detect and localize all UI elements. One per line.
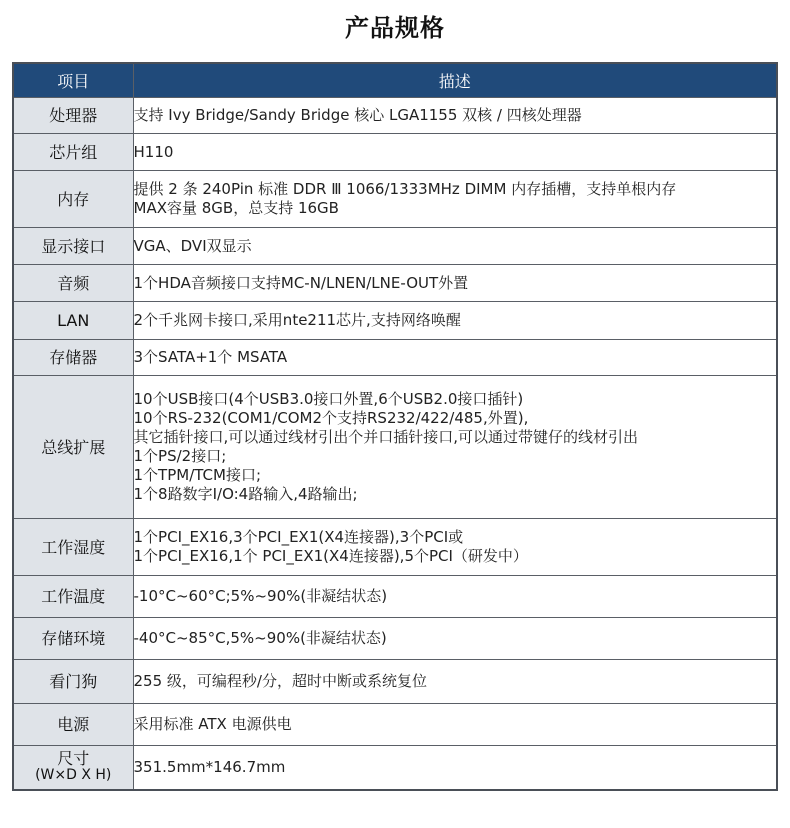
table-row: [13, 134, 777, 171]
desc-line: 2个千兆网卡接口,采用nte211芯片,支持网络唤醒: [133, 311, 461, 329]
row-item: 存储环境: [13, 618, 133, 660]
table-row: [13, 265, 777, 302]
desc-line: -10°C~60°C;5%~90%(非凝结状态): [133, 587, 388, 605]
desc-line: -40°C~85°C,5%~90%(非凝结状态): [133, 629, 387, 647]
table-row: [13, 228, 777, 265]
row-item: [13, 746, 133, 790]
desc-line: VGA、DVI双显示: [133, 236, 252, 255]
table-row: [13, 519, 777, 576]
row-item: 工作湿度: [13, 519, 133, 576]
page-title: 产品规格: [345, 14, 445, 42]
desc-line: H110: [133, 142, 174, 161]
row-desc: [133, 340, 777, 376]
table-row: [13, 618, 777, 660]
row-desc: [133, 265, 777, 302]
table-header-row: [13, 63, 777, 98]
row-desc: [133, 228, 777, 265]
row-item-sublabel: (W×D X H): [35, 767, 112, 784]
row-desc: [133, 704, 777, 746]
header-desc: 描述: [133, 63, 777, 98]
desc-line: 1个PCI_EX16,1个 PCI_EX1(X4连接器),5个PCI（研发中）: [133, 547, 528, 565]
desc-line: MAX容量 8GB，总支持 16GB: [133, 199, 339, 217]
desc-line: 1个PCI_EX16,3个PCI_EX1(X4连接器),3个PCI或: [133, 528, 464, 546]
header-item: 项目: [13, 63, 133, 98]
row-item: 看门狗: [13, 660, 133, 704]
row-desc: [133, 302, 777, 340]
table-row: [13, 660, 777, 704]
table-row: [13, 98, 777, 134]
row-desc: [133, 98, 777, 134]
row-item: LAN: [13, 302, 133, 340]
desc-line: 1个8路数字I/O:4路输入,4路输出;: [133, 485, 358, 503]
row-desc: [133, 576, 777, 618]
table-row: [13, 171, 777, 228]
table-row: [13, 376, 777, 519]
row-desc: [133, 171, 777, 228]
desc-line: 1个PS/2接口;: [133, 447, 227, 465]
desc-line: 其它插针接口,可以通过线材引出个并口插针接口,可以通过带键仔的线材引出: [133, 428, 639, 446]
row-item: 存储器: [13, 340, 133, 376]
desc-line: 255 级，可编程秒/分，超时中断或系统复位: [133, 672, 427, 690]
desc-line: 10个USB接口(4个USB3.0接口外置,6个USB2.0接口插针): [133, 390, 524, 408]
row-item: 总线扩展: [13, 376, 133, 519]
desc-line: 1个HDA音频接口支持MC-N/LNEN/LNE-OUT外置: [133, 273, 469, 292]
row-desc: [133, 519, 777, 576]
row-desc: [133, 376, 777, 519]
row-item: 芯片组: [13, 134, 133, 171]
row-desc: [133, 746, 777, 790]
desc-line: 10个RS-232(COM1/COM2个支持RS232/422/485,外置),: [133, 409, 529, 427]
table-row: [13, 302, 777, 340]
row-item: 电源: [13, 704, 133, 746]
spec-table: [12, 62, 778, 791]
desc-line: 1个TPM/TCM接口;: [133, 466, 262, 484]
row-item: 处理器: [13, 98, 133, 134]
table-row: [13, 340, 777, 376]
row-item: 工作温度: [13, 576, 133, 618]
row-desc: [133, 660, 777, 704]
row-item-label: 尺寸: [57, 749, 90, 769]
table-row: [13, 746, 777, 790]
desc-line: 351.5mm*146.7mm: [133, 757, 286, 776]
table-row: [13, 576, 777, 618]
desc-line: 支持 Ivy Bridge/Sandy Bridge 核心 LGA1155 双核 / 四核处理器: [133, 106, 582, 124]
row-desc: [133, 618, 777, 660]
row-item: 显示接口: [13, 228, 133, 265]
table-row: [13, 704, 777, 746]
desc-line: 提供 2 条 240Pin 标准 DDR Ⅲ 1066/1333MHz DIMM 内存插槽，支持单根内存: [133, 180, 677, 198]
desc-line: 3个SATA+1个 MSATA: [133, 348, 288, 366]
row-item: 内存: [13, 171, 133, 228]
row-item: 音频: [13, 265, 133, 302]
row-desc: [133, 134, 777, 171]
desc-line: 采用标准 ATX 电源供电: [133, 715, 292, 733]
